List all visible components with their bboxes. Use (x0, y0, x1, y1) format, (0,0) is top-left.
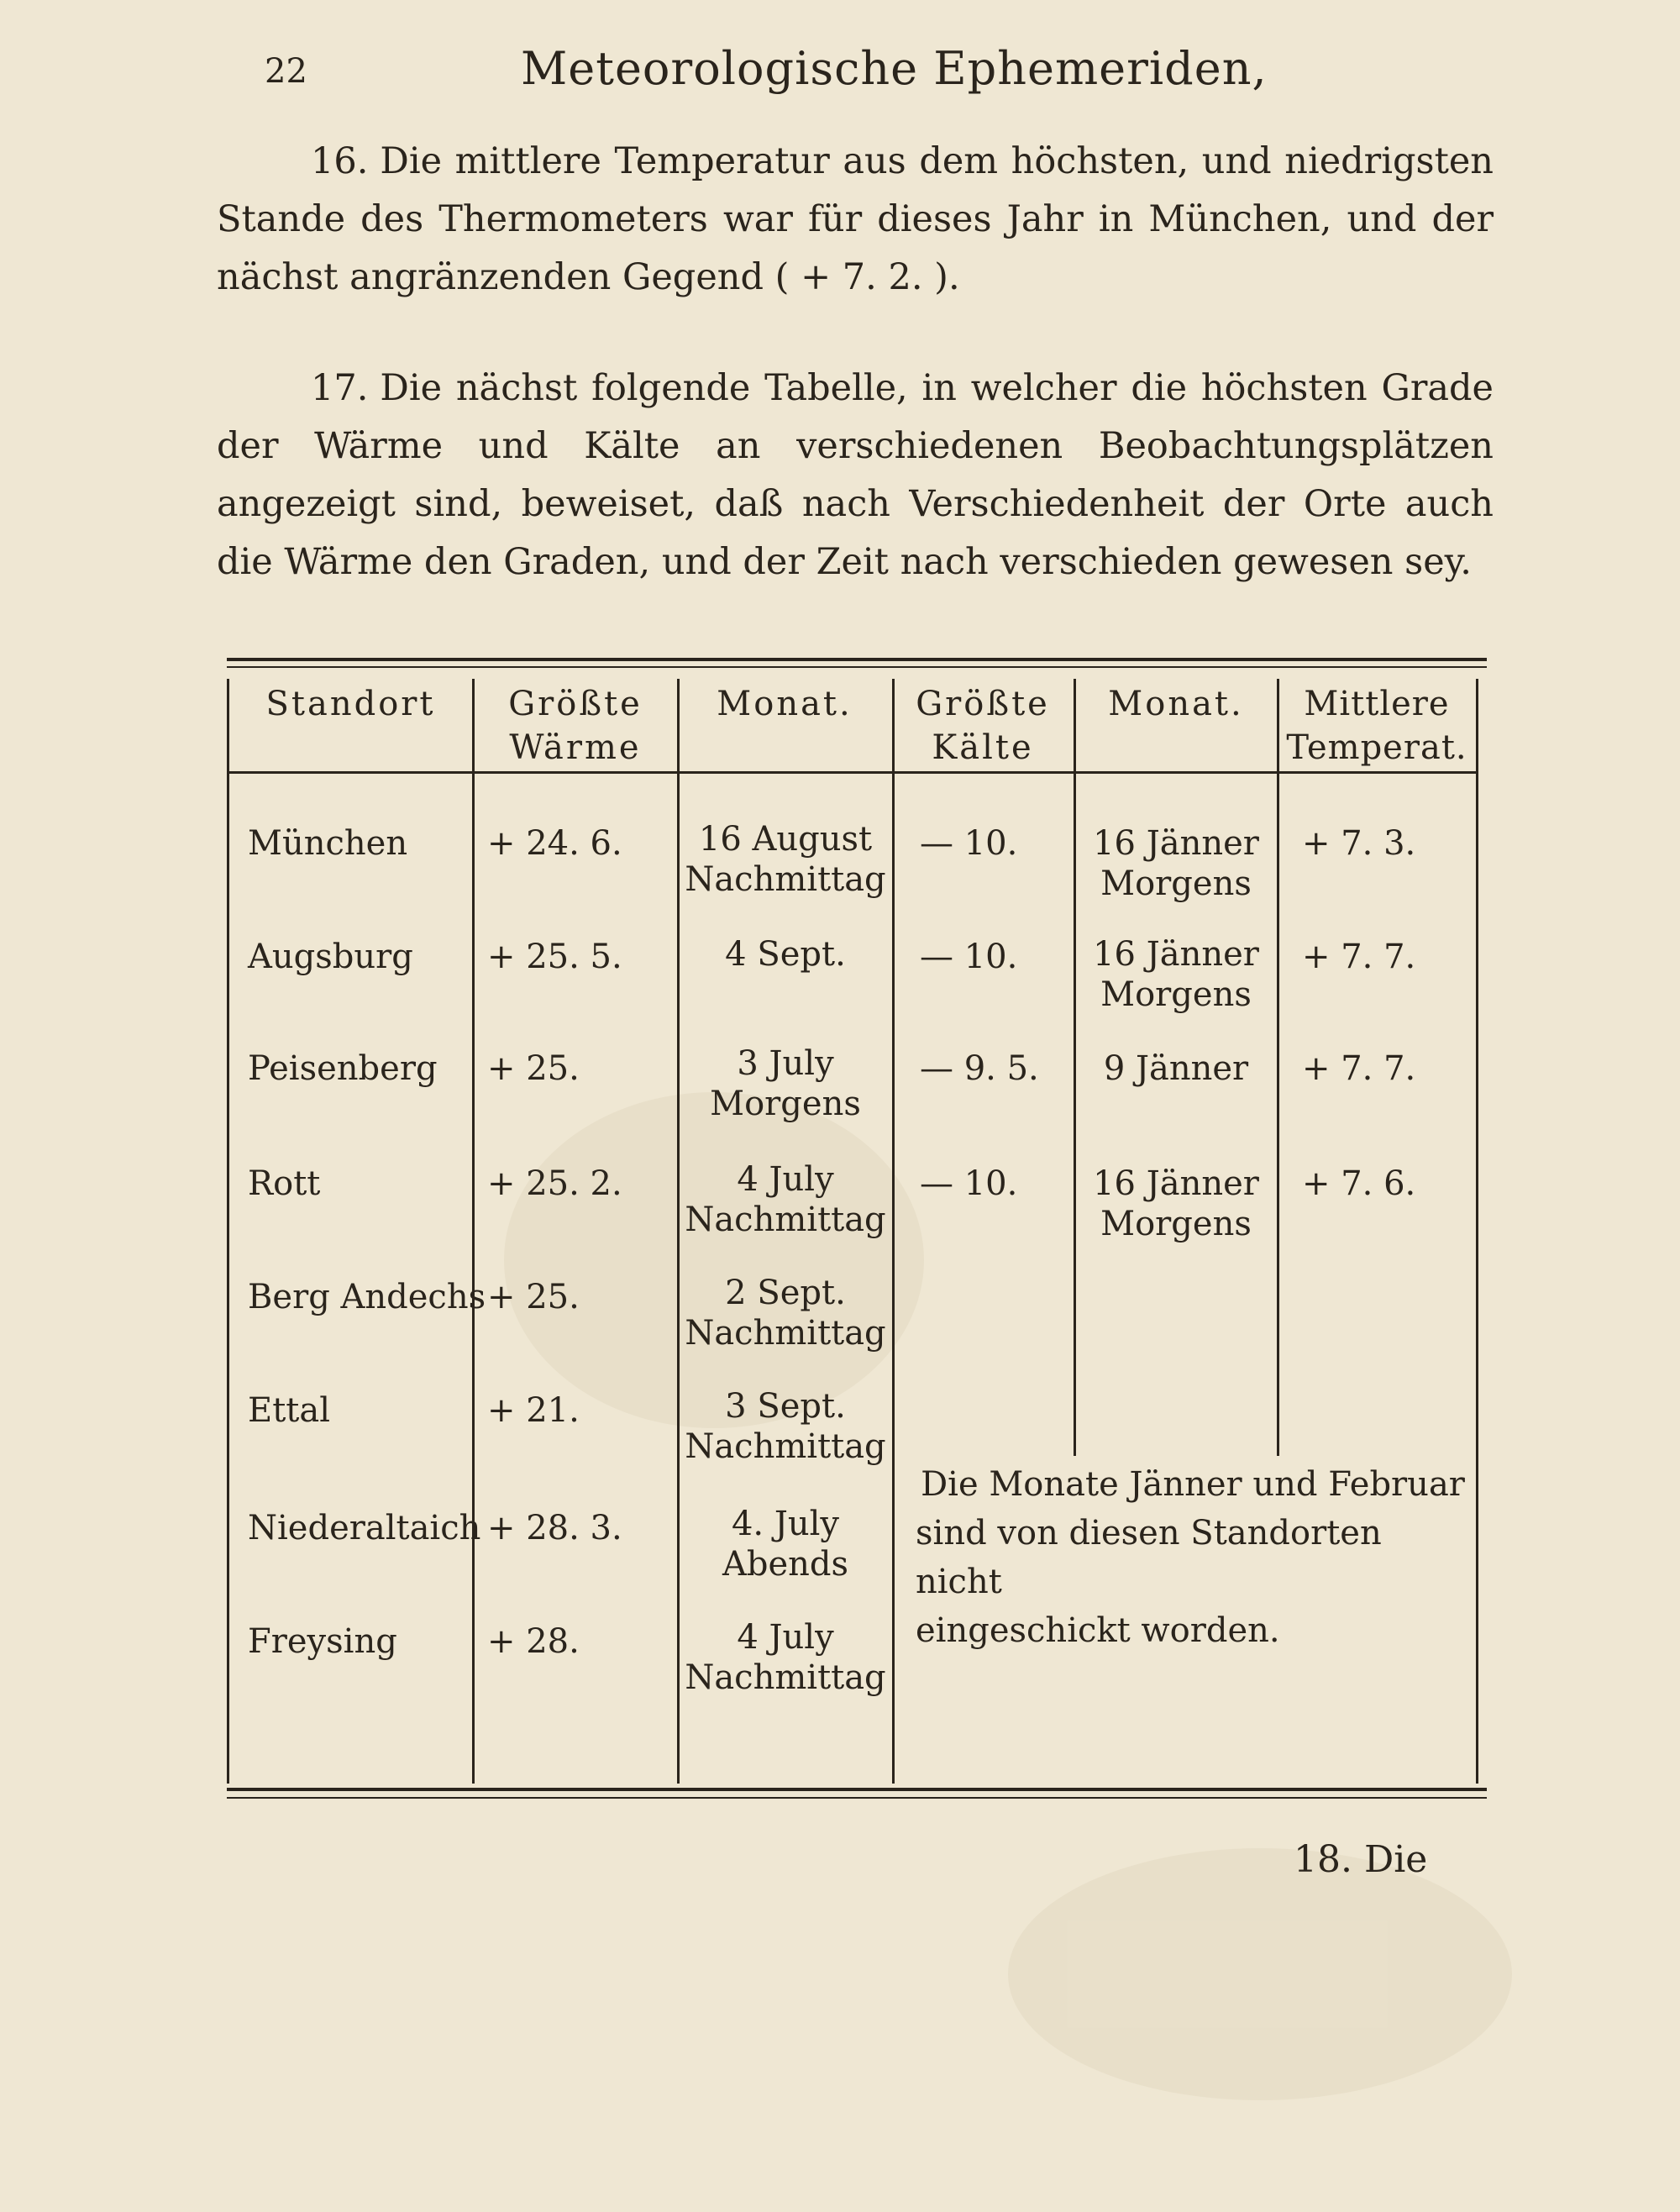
table-cell-place: Rott (248, 1164, 321, 1203)
column-divider (1074, 679, 1076, 1456)
header-cell (680, 682, 890, 726)
column-divider (1277, 679, 1279, 1456)
table-cell-heat-month (680, 934, 890, 975)
table-cell-heat-month (680, 1159, 890, 1240)
cell-line: 2 Sept. (725, 1274, 846, 1312)
table-bottom-rule (227, 1797, 1487, 1799)
cell-line: Nachmittag (685, 1427, 886, 1466)
header-label: Mittlere (1304, 685, 1450, 723)
table-bottom-rule (227, 1788, 1487, 1791)
cell-line: 16 Jänner (1093, 935, 1259, 974)
header-label: Kälte (932, 728, 1034, 767)
cell-line: 3 Sept. (725, 1387, 846, 1426)
cell-line: Morgens (710, 1085, 861, 1123)
table-cell-place: Ettal (248, 1391, 330, 1430)
cell-line: 4 July (737, 1618, 834, 1657)
table-top-rule (227, 658, 1487, 661)
cell-line: 4 July (737, 1160, 834, 1199)
note-line: sind von diesen Standorten nicht (916, 1514, 1382, 1601)
paragraph-number: 16. (311, 140, 369, 182)
table-cell-place: Freysing (248, 1622, 397, 1661)
table-note (916, 1460, 1470, 1655)
paragraph-16 (217, 133, 1494, 307)
paper-stain (504, 1092, 924, 1428)
table-cell-place: Niederaltaich (248, 1509, 481, 1547)
cell-line: 16 Jänner (1093, 1164, 1259, 1203)
cell-line: Abends (722, 1545, 849, 1584)
header-cell (1279, 682, 1474, 770)
table-top-rule (227, 666, 1487, 668)
header-label: Monat. (1108, 685, 1244, 723)
table-cell-heat-month (680, 1504, 890, 1584)
table-cell-cold-month (1084, 1048, 1268, 1089)
note-line: Die Monate Jänner und Februar (921, 1465, 1465, 1504)
table-cell-heat-month (680, 1617, 890, 1698)
table-cell-place: Berg Andechs (248, 1278, 486, 1316)
cell-line: 3 July (737, 1044, 834, 1083)
table-cell-cold-month (1084, 934, 1268, 1015)
header-divider (227, 771, 1478, 774)
table-cell-heat: + 21. (487, 1391, 580, 1430)
header-label: Temperat. (1286, 728, 1467, 767)
header-label: Standort (265, 685, 436, 723)
column-divider (892, 679, 895, 1784)
cell-line: Morgens (1100, 975, 1252, 1014)
cell-line: Nachmittag (685, 1314, 886, 1353)
table-cell-heat: + 25. 5. (487, 938, 622, 976)
table-cell-heat: + 25. (487, 1049, 580, 1088)
header-label: Monat. (717, 685, 853, 723)
cell-line: Nachmittag (685, 1658, 886, 1697)
cell-line: 4 Sept. (725, 935, 846, 974)
note-line: eingeschickt worden. (916, 1611, 1280, 1650)
table-border-right (1476, 679, 1478, 1784)
page-number: 22 (265, 52, 307, 91)
cell-line: 16 Jänner (1093, 824, 1259, 863)
column-divider (677, 679, 680, 1784)
paper-stain (1008, 1848, 1512, 2100)
paragraph-17 (217, 360, 1494, 591)
table-cell-heat-month (680, 1273, 890, 1353)
table-cell-heat-month (680, 1386, 890, 1467)
table-cell-place: München (248, 824, 408, 863)
cell-line: Morgens (1100, 1205, 1252, 1243)
cell-line: Morgens (1100, 864, 1252, 903)
table-cell-cold-month (1084, 823, 1268, 904)
table-cell-heat: + 24. 6. (487, 824, 622, 863)
header-cell (475, 682, 676, 770)
table-cell-mean: + 7. 3. (1302, 824, 1416, 863)
header-cell (231, 682, 470, 726)
cell-line: 4. July (731, 1505, 840, 1543)
table-border-left (227, 679, 229, 1784)
table-cell-place: Augsburg (248, 938, 413, 976)
catchword: 18. Die (1294, 1838, 1428, 1881)
header-label: Größte (508, 685, 643, 723)
table-cell-cold-month (1084, 1164, 1268, 1244)
table-cell-heat-month (680, 819, 890, 900)
cell-line: Nachmittag (685, 1201, 886, 1239)
table-cell-mean: + 7. 6. (1302, 1164, 1416, 1203)
header-cell (895, 682, 1071, 770)
table-cell-heat: + 25. (487, 1278, 580, 1316)
header-label: Größte (916, 685, 1050, 723)
table-cell-place: Peisenberg (248, 1049, 438, 1088)
table-cell-heat: + 28. (487, 1622, 580, 1661)
table-cell-heat: + 28. 3. (487, 1509, 622, 1547)
cell-line: 16 August (698, 820, 873, 859)
table-cell-cold: — 9. 5. (920, 1049, 1039, 1088)
running-title: Meteorologische Ephemeriden, (521, 42, 1268, 95)
table-cell-cold: — 10. (920, 824, 1018, 863)
table-cell-mean: + 7. 7. (1302, 938, 1416, 976)
table-cell-heat-month (680, 1043, 890, 1124)
header-label: Wärme (509, 728, 642, 767)
cell-line: 9 Jänner (1103, 1049, 1249, 1088)
table-cell-cold: — 10. (920, 938, 1018, 976)
cell-line: Nachmittag (685, 860, 886, 899)
table-cell-mean: + 7. 7. (1302, 1049, 1416, 1088)
table-cell-cold: — 10. (920, 1164, 1018, 1203)
paragraph-text: Die mittlere Temperatur aus dem höchsten, und niedrigsten Stande des Thermometers war für dieses Jahr in München, und der nächst angränzenden Gegend ( + 7. 2. ). (217, 140, 1494, 298)
table-cell-heat: + 25. 2. (487, 1164, 622, 1203)
paragraph-number: 17. (311, 367, 369, 409)
column-divider (472, 679, 475, 1784)
paragraph-text: Die nächst folgende Tabelle, in welcher die höchsten Grade der Wärme und Kälte an verschiedenen Beobachtungsplätzen angezeigt sind, beweiset, daß nach Verschiedenheit der Orte auch die Wärme den Graden, und der Zeit nach verschieden gewesen sey. (217, 367, 1494, 583)
header-cell (1076, 682, 1276, 726)
